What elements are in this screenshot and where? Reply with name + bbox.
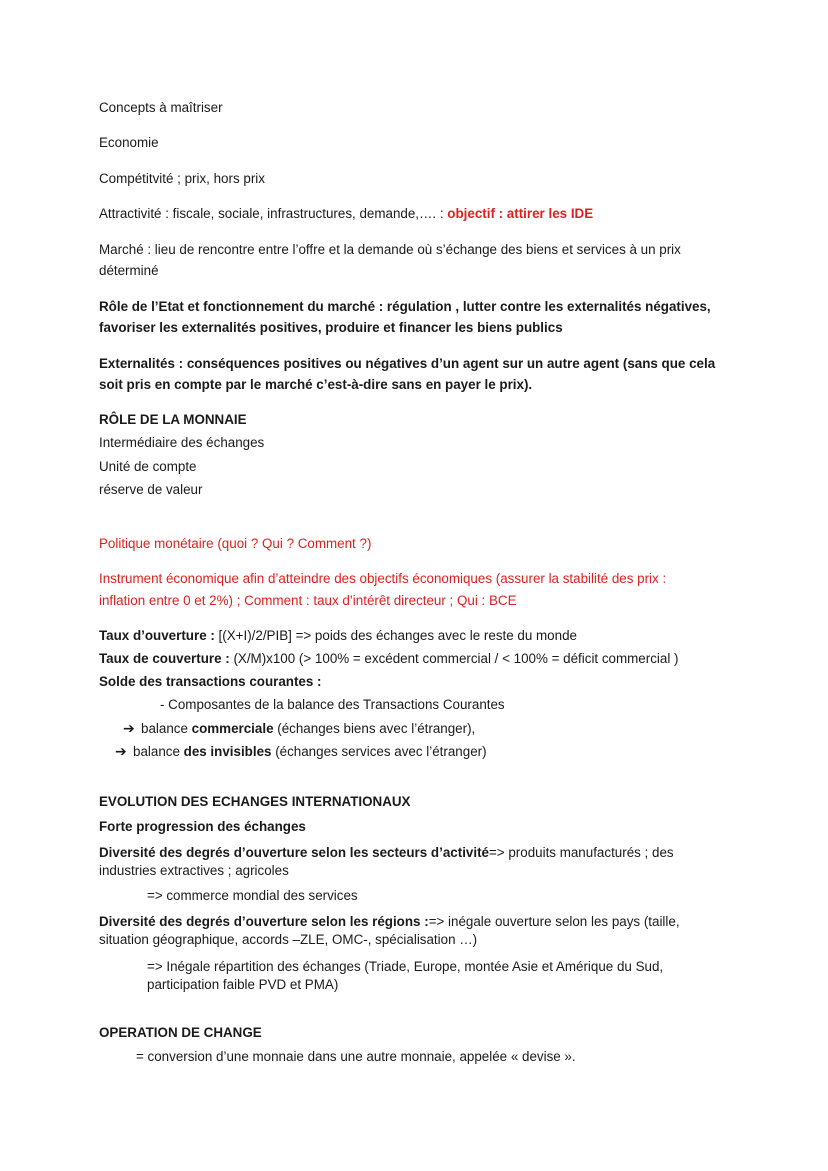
balance-invisibles-bold: des invisibles (183, 744, 272, 759)
taux-ouverture-text: [(X+I)/2/PIB] => poids des échanges avec le reste du monde (218, 628, 577, 643)
politique-monetaire-heading: Politique monétaire (quoi ? Qui ? Comment ?) (99, 536, 372, 551)
balance-invisibles-suffix: (échanges services avec l’étranger) (271, 744, 487, 759)
operation-change-heading: OPERATION DE CHANGE (99, 1025, 262, 1040)
diversite-regions-line-1 (99, 912, 680, 932)
externalites-line-2: soit pris en compte par le marché c’est-à-dire sans en payer le prix). (99, 377, 533, 392)
arrow-right-icon: ➔ (123, 720, 135, 736)
diversite-secteurs-label: Diversité des degrés d’ouverture selon les secteurs d’activité (99, 845, 489, 860)
diversite-secteurs-text: => produits manufacturés ; des (488, 845, 674, 860)
diversite-regions-text: => inégale ouverture selon les pays (taille, (428, 914, 680, 929)
commerce-services-line: => commerce mondial des services (147, 888, 358, 903)
taux-couverture-text: (X/M)x100 (> 100% = excédent commercial / < 100% = déficit commercial ) (233, 651, 679, 666)
solde-heading: Solde des transactions courantes : (99, 674, 322, 689)
balance-commerciale-suffix: (échanges biens avec l’étranger), (273, 721, 476, 736)
externalites-line-1: Externalités : conséquences positives ou négatives d’un agent sur un autre agent (sans que cela (99, 356, 716, 371)
conversion-line: = conversion d’une monnaie dans une autre monnaie, appelée « devise ». (136, 1049, 576, 1064)
role-monnaie-heading: RÔLE DE LA MONNAIE (99, 412, 247, 427)
role-etat-line-2: favoriser les externalités positives, produire et financer les biens publics (99, 320, 563, 335)
diversite-regions-line-2: situation géographique, accords –ZLE, OMC-, spécialisation …) (99, 932, 478, 947)
role-etat-line-1: Rôle de l’Etat et fonctionnement du marché : régulation , lutter contre les externalités négatives, (99, 299, 711, 314)
competitivite-line: Compétitvité ; prix, hors prix (99, 171, 265, 186)
composantes-line: - Composantes de la balance des Transactions Courantes (160, 697, 505, 712)
balance-commerciale-prefix: balance (141, 721, 192, 736)
balance-commerciale-line (123, 718, 475, 739)
role-monnaie-item-1: Intermédiaire des échanges (99, 435, 265, 450)
taux-ouverture-line (99, 626, 577, 646)
marche-line-1: Marché : lieu de rencontre entre l’offre et la demande où s’échange des biens et services à un prix (99, 242, 681, 257)
evolution-heading: EVOLUTION DES ECHANGES INTERNATIONAUX (99, 794, 411, 809)
forte-progression-line: Forte progression des échanges (99, 819, 306, 834)
attractivite-text: Attractivité : fiscale, sociale, infrastructures, demande,…. : (99, 206, 448, 221)
repartition-line-1: => Inégale répartition des échanges (Triade, Europe, montée Asie et Amérique du Sud, (147, 959, 664, 974)
taux-couverture-line (99, 649, 679, 669)
instrument-line-2: inflation entre 0 et 2%) ; Comment : taux d’intérêt directeur ; Qui : BCE (99, 593, 517, 608)
concepts-heading: Concepts à maîtriser (99, 100, 223, 115)
role-monnaie-item-2: Unité de compte (99, 459, 197, 474)
marche-line-2: déterminé (99, 263, 159, 278)
repartition-line-2: participation faible PVD et PMA) (147, 977, 339, 992)
taux-couverture-label: Taux de couverture : (99, 651, 234, 666)
role-monnaie-item-3: réserve de valeur (99, 482, 203, 497)
balance-commerciale-bold: commerciale (191, 721, 274, 736)
balance-invisibles-line (115, 741, 487, 762)
diversite-secteurs-line-1 (99, 843, 674, 863)
taux-ouverture-label: Taux d’ouverture : (99, 628, 219, 643)
diversite-secteurs-line-2: industries extractives ; agricoles (99, 863, 289, 878)
attractivite-objectif: objectif : attirer les IDE (447, 206, 594, 221)
diversite-regions-label: Diversité des degrés d’ouverture selon les régions : (99, 914, 429, 929)
instrument-line-1: Instrument économique afin d’atteindre des objectifs économiques (assurer la stabilité des prix : (99, 571, 667, 586)
arrow-right-icon: ➔ (115, 743, 127, 759)
economie-line: Economie (99, 135, 159, 150)
balance-invisibles-prefix: balance (133, 744, 184, 759)
attractivite-line (99, 204, 593, 224)
